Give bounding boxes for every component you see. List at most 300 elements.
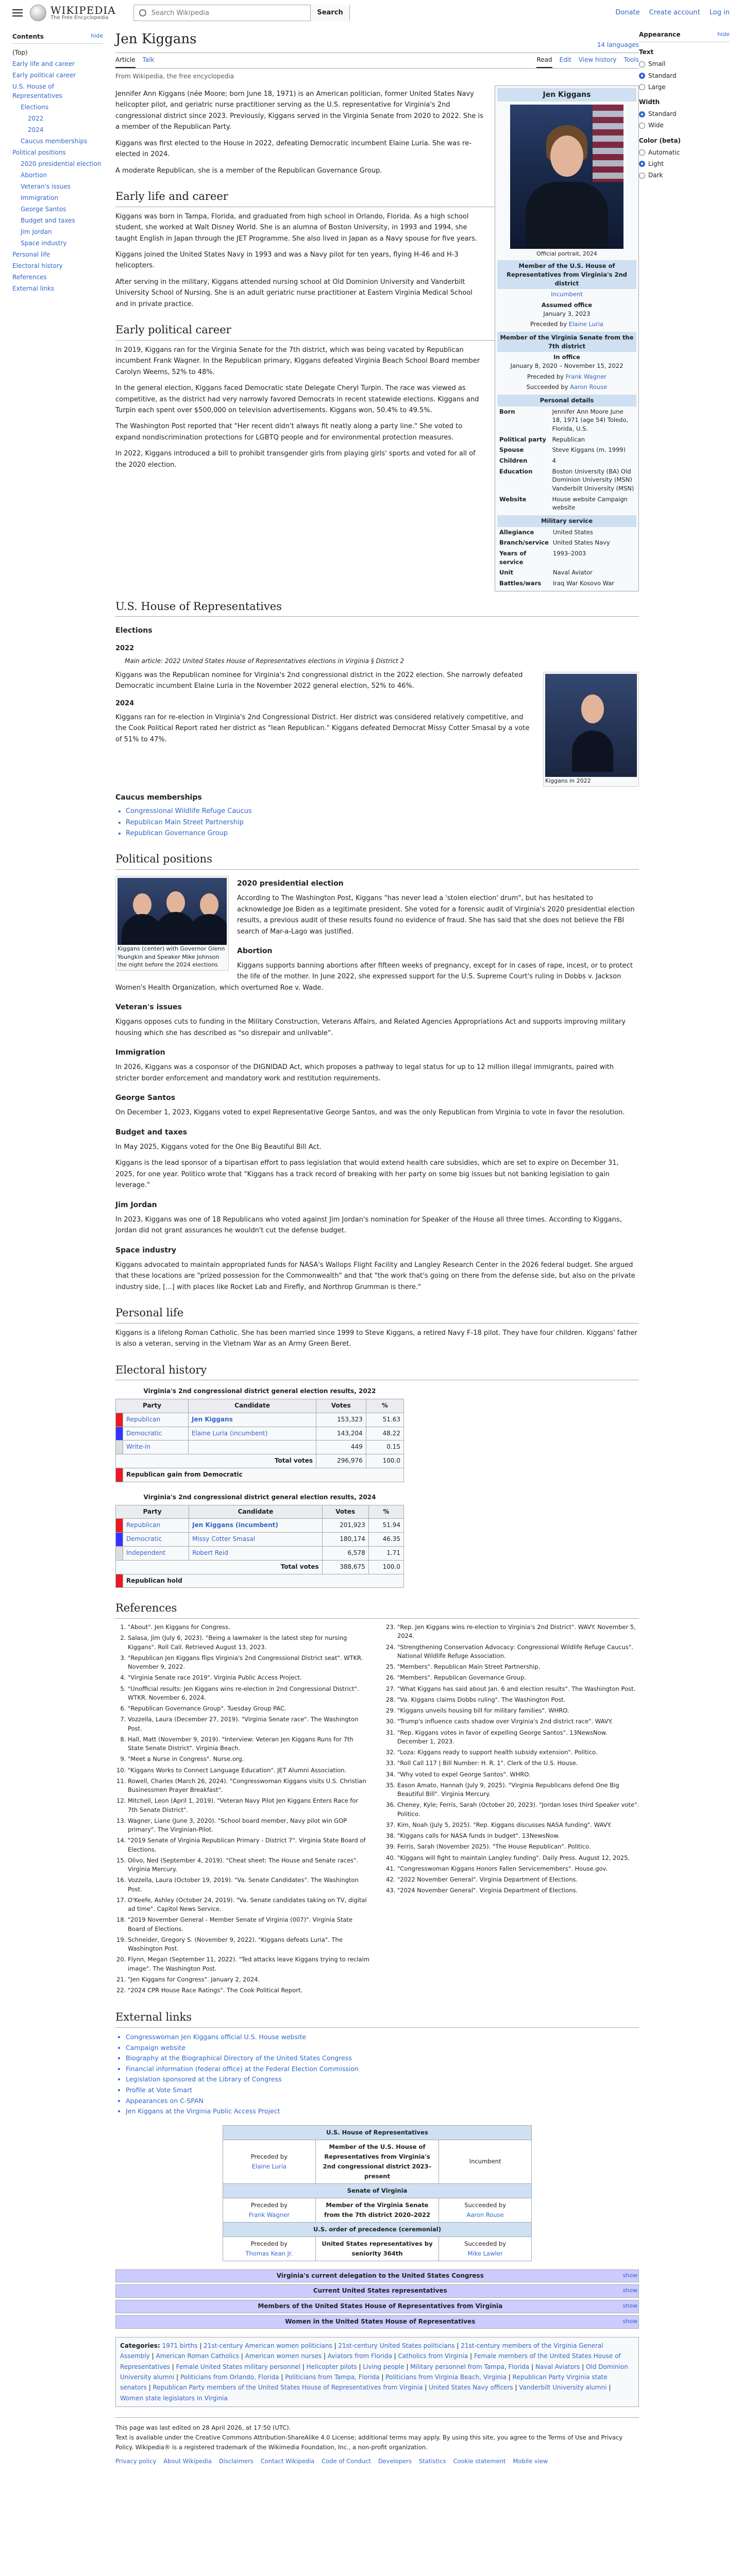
toc-item[interactable]: Caucus memberships <box>21 138 88 145</box>
radio-icon[interactable] <box>639 173 645 179</box>
category-link[interactable]: Politicians from Orlando, Florida <box>180 2373 279 2381</box>
heading-caucus: Caucus memberships <box>115 793 202 802</box>
succeeded2-label: Succeeded by <box>526 383 568 391</box>
office-band: Member of the U.S. House of Representatives from Virginia's 2nd district <box>497 260 636 289</box>
create-account-link[interactable]: Create account <box>649 8 700 16</box>
tab-article[interactable]: Article <box>115 53 136 68</box>
candidate-cell[interactable]: Missy Cotter Smasal <box>189 1533 323 1547</box>
toc-item[interactable]: External links <box>12 285 55 292</box>
footer-link[interactable]: Code of Conduct <box>322 2457 371 2465</box>
external-link[interactable]: • Legislation sponsored at the Library of Congress <box>126 2074 639 2085</box>
reference-item: 7. Vozzella, Laura (December 27, 2019). "Virginia Senate race". The Washington Post. <box>128 1715 369 1733</box>
kiggans-2022-photo[interactable] <box>545 674 637 777</box>
category-link[interactable]: 1971 births <box>162 2342 198 2349</box>
navbox-toggle[interactable]: show <box>622 2302 637 2310</box>
category-link[interactable]: Female members of the United States House of Representatives <box>120 2352 621 2370</box>
toc-item[interactable]: (Top) <box>12 49 28 56</box>
heading-early-political: Early political career <box>115 321 639 341</box>
infobox-row <box>497 466 636 494</box>
category-link[interactable]: American Roman Catholics <box>156 2352 239 2360</box>
category-link[interactable]: Politicians from Tampa, Florida <box>285 2373 380 2381</box>
category-link[interactable]: United States Navy officers <box>429 2384 513 2392</box>
votes-cell: 143,204 <box>316 1427 366 1440</box>
reference-item: 36. Cheney, Kyle; Ferris, Sarah (October 20, 2023). "Jordan loses third Speaker vote". Politico. <box>397 1801 639 1819</box>
election-night-caption: Kiggans (center) with Governor Glenn Youngkin and Speaker Mike Johnson the night before the 2024 elections <box>117 945 225 968</box>
col-votes: Votes <box>316 1399 366 1413</box>
toc-item[interactable]: Personal life <box>12 251 50 258</box>
external-link[interactable]: • Financial information (federal office) at the Federal Election Commission <box>126 2064 639 2075</box>
heading-2024: 2024 <box>115 699 134 707</box>
navbox <box>115 2269 639 2283</box>
budget-p1: In May 2025, Kiggans voted for the One Big Beautiful Bill Act. <box>115 1143 322 1151</box>
table-row <box>116 1427 404 1440</box>
reference-item: 5. "Unofficial results: Jen Kiggans wins re-election in 2nd Congressional District". WTKR. November 6, 2024. <box>128 1685 369 1703</box>
infobox-row-value: 1993–2003 <box>552 550 586 557</box>
infobox-row-label: Branch/service <box>499 539 549 547</box>
navbox <box>115 2284 639 2298</box>
toc-item[interactable]: Elections <box>21 104 49 111</box>
election-2022-table <box>115 1384 404 1482</box>
footer-link[interactable]: About Wikipedia <box>163 2457 212 2465</box>
reference-item: 26. "Members". Republican Governance Group. <box>397 1673 639 1682</box>
reference-item: 16. Vozzella, Laura (October 19, 2019). "Va. Senate Candidates". The Washington Post. <box>128 1876 369 1894</box>
infobox-row-value: Republican <box>552 435 585 443</box>
in-office-label: In office <box>553 353 580 361</box>
succ-house-head: U.S. House of Representatives <box>223 2125 532 2140</box>
last-edited: This page was last edited on 28 April 2026, at 17:50 (UTC). <box>115 2424 291 2432</box>
reference-item: 23. "Rep. Jen Kiggans wins re-election to Virginia's 2nd District". WAVY. November 5, 2024. <box>397 1623 639 1641</box>
footer-link[interactable]: Developers <box>378 2457 412 2465</box>
infobox-row <box>497 537 636 548</box>
heading-personal: Personal life <box>115 1304 639 1324</box>
category-link[interactable]: Catholics from Virginia <box>398 2352 468 2360</box>
party-cell[interactable]: Republican <box>123 1413 189 1427</box>
caucus-item[interactable]: • Republican Main Street Partnership <box>126 817 639 828</box>
category-link[interactable]: 21st-century United States politicians <box>338 2342 455 2349</box>
reference-item: 42. "2022 November General". Virginia Department of Elections. <box>397 1875 639 1884</box>
radio-icon[interactable] <box>639 73 645 79</box>
reference-item: 43. "2024 November General". Virginia Department of Elections. <box>397 1886 639 1895</box>
caucus-item[interactable]: • Congressional Wildlife Refuge Caucus <box>126 806 639 817</box>
votes-cell: 6,578 <box>322 1546 368 1560</box>
heading-external: External links <box>115 2008 639 2028</box>
assumed-label: Assumed office <box>541 301 593 309</box>
infobox-row <box>497 567 636 578</box>
col-candidate: Candidate <box>189 1399 316 1413</box>
site-header <box>0 0 742 26</box>
reference-item: 11. Rowell, Charles (March 26, 2024). "Congresswoman Kiggans visits U.S. Christian Businessmen Prayer Breakfast". <box>128 1777 369 1795</box>
preceded-link[interactable]: Elaine Luria <box>568 320 603 328</box>
result-swatch <box>116 1574 123 1588</box>
pct-cell: 48.22 <box>366 1427 403 1440</box>
infobox-row-value: United States <box>552 528 593 536</box>
wordmark: WIKIPEDIA <box>50 4 116 16</box>
appearance-option-label: Large <box>648 83 666 91</box>
reference-item: 14. "2019 Senate of Virginia Republican Primary - District 7". Virginia State Board of Elections. <box>128 1836 369 1854</box>
toc-item[interactable]: Early life and career <box>12 60 75 67</box>
category-link[interactable]: Naval Aviators <box>535 2363 580 2370</box>
external-link[interactable]: • Congresswoman Jen Kiggans official U.S. House website <box>126 2032 639 2043</box>
article-body <box>115 86 639 2466</box>
heading-jordan: Jim Jordan <box>115 1200 157 1209</box>
election-2020-p: According to The Washington Post, Kiggans "has never lead a 'stolen election' drum", but has hesitated to acknowledge Joe Biden as a legitimate president. She voted for a forensic audit of Virginia's 2020 presidential election results, a previous audit of these results found no evidence of fraud. She has said that she does not believe the FBI search of Mar-a-Lago was justified. <box>237 894 635 936</box>
succ-prec-title: United States representatives by seniority 364th <box>322 2240 433 2257</box>
result-row <box>116 1574 404 1588</box>
candidate-cell[interactable]: Elaine Luria (incumbent) <box>189 1427 316 1440</box>
heading-budget: Budget and taxes <box>115 1128 188 1137</box>
external-link[interactable]: • Biography at the Biographical Directory of the United States Congress <box>126 2053 639 2064</box>
heading-references: References <box>115 1599 639 1619</box>
candidate-cell[interactable]: Jen Kiggans <box>189 1413 316 1427</box>
search-input[interactable] <box>150 9 311 18</box>
appearance-option-label: Wide <box>648 122 664 129</box>
radio-icon[interactable] <box>639 161 645 167</box>
election-2024-table <box>115 1490 404 1588</box>
col-party-2024: Party <box>116 1505 189 1519</box>
toc-item[interactable]: 2022 <box>28 115 44 122</box>
toc-item[interactable]: References <box>12 274 47 281</box>
col-pct-2024: % <box>368 1505 403 1519</box>
reference-item: 29. "Kiggans unveils housing bill for military families". WHRO. <box>397 1706 639 1715</box>
category-link[interactable]: 21st-century American women politicians <box>204 2342 332 2349</box>
appearance-option[interactable] <box>639 171 730 180</box>
appearance-option-label: Light <box>648 160 664 167</box>
election-night-photo[interactable] <box>117 878 227 945</box>
reference-item: 24. "Strengthening Conservation Advocacy: Congressional Wildlife Refuge Caucus". National Wildlife Refuge Association. <box>397 1643 639 1661</box>
table-row <box>116 1440 404 1454</box>
reference-item: 30. "Trump's influence casts shadow over Virginia's 2nd district race". WAVY. <box>397 1717 639 1726</box>
page-footer <box>115 2417 639 2466</box>
table-row <box>116 1533 404 1547</box>
infobox-title: Jen Kiggans <box>497 88 636 101</box>
category-link[interactable]: Aviators from Florida <box>327 2352 392 2360</box>
navbox-header <box>116 2270 638 2282</box>
toc-item[interactable]: Space industry <box>21 240 67 247</box>
pct-cell: 51.63 <box>366 1413 403 1427</box>
infobox-row <box>497 445 636 455</box>
category-link[interactable]: Republican Party members of the United States House of Representatives from Virginia <box>153 2384 423 2392</box>
succ-member-title2: Member of the Virginia Senate from the 7th district 2020–2022 <box>324 2201 430 2218</box>
reference-item: 27. "What Kiggans has said about Jan. 6 and election results". The Washington Post. <box>397 1685 639 1693</box>
lead-paragraph-1: Jennifer Ann Kiggans (née Moore; born June 18, 1971) is an American politician, former United States Navy helicopter pilot, and geriatric nurse practitioner serving as the U.S. representative for Virginia's 2nd congressional district since 2023. Previously, Kiggans served in the Virginia Senate from 2020 to 2022. She is a member of the Republican Party. <box>115 90 483 131</box>
navbox <box>115 2315 639 2329</box>
total-label: Total votes <box>116 1454 316 1468</box>
toc-item[interactable]: Early political career <box>12 72 76 79</box>
tab-tools[interactable]: Tools <box>623 56 639 63</box>
appearance-option[interactable] <box>639 109 730 119</box>
category-link[interactable]: Military personnel from Tampa, Florida <box>410 2363 530 2370</box>
tagline: The Free Encyclopedia <box>50 15 109 21</box>
appearance-option[interactable] <box>639 121 730 130</box>
succ-preceded-link[interactable]: Elaine Luria <box>251 2162 286 2170</box>
reference-item: 31. "Rep. Kiggans votes in favor of expelling George Santos". 13NewsNow. December 1, 2023. <box>397 1728 639 1747</box>
radio-icon[interactable] <box>639 61 645 67</box>
external-link[interactable]: • Profile at Vote Smart <box>126 2085 639 2096</box>
reference-item: 8. Hall, Matt (November 9, 2019). "Interview: Veteran Jen Kiggans Runs for 7th State Senate District". Virginia Beach. <box>128 1735 369 1753</box>
toc-item[interactable]: 2024 <box>28 126 44 133</box>
lead-paragraph-2: Kiggans was first elected to the House in 2022, defeating Democratic incumbent Elaine Luria. She was re-elected in 2024. <box>115 139 471 159</box>
login-link[interactable]: Log in <box>709 8 730 16</box>
budget-p2: Kiggans is the lead sponsor of a bipartisan effort to pass legislation that would extend health care subsidies, which are set to expire on December 31, 2025, for one year. Politico wrote that "Kiggans has a track record of breaking with her party on some big issues but not banking legislation to gain leverage." <box>115 1159 619 1190</box>
candidate-cell[interactable]: Jen Kiggans (incumbent) <box>189 1519 323 1533</box>
reference-item: 9. "Meet a Nurse in Congress". Nurse.org. <box>128 1755 369 1764</box>
tab-edit[interactable]: Edit <box>559 56 571 63</box>
total-pct: 100.0 <box>368 1560 403 1574</box>
main-content <box>103 26 639 2466</box>
party-color-swatch <box>116 1413 123 1427</box>
appearance-title: Appearance <box>639 31 681 38</box>
infobox-row-label: Education <box>499 467 533 475</box>
search-button[interactable]: Search <box>310 5 349 21</box>
election-2022-p: Kiggans was the Republican nominee for Virginia's 2nd congressional district in the 2022 election. She narrowly defeated Democratic incumbent Elaine Luria in the November 2022 general election, 52% to 46%. <box>115 671 523 690</box>
immigration-p: In 2026, Kiggans was a cosponsor of the DIGNIDAD Act, which proposes a pathway to legal status for up to 12 million illegal immigrants, paired with stricter border enforcement and mandatory work and restitution requirements. <box>115 1063 614 1082</box>
appearance-option[interactable] <box>639 148 730 158</box>
personal-p: Kiggans is a lifelong Roman Catholic. She has been married since 1999 to Steve Kiggans, a retired Navy F-18 pilot. They have four children. Kiggans' father is also a veteran, serving in the Vietnam War as an Army Green Beret. <box>115 1329 637 1348</box>
search-icon <box>139 9 146 16</box>
succeeded2-link[interactable]: Aaron Rouse <box>570 383 608 391</box>
early-political-p4: In 2022, Kiggans introduced a bill to prohibit transgender girls from playing girls' sports and voted for all of the 2020 election. <box>115 450 476 469</box>
early-life-p1: Kiggans was born in Tampa, Florida, and graduated from high school in Orlando, Florida. As a high school student, she worked at Walt Disney World. She is an alumna of Boston University, in 1993 and 1994, she taught English in Japan through the JET Programme. She also lived in Japan as a Navy spouse for five years. <box>115 212 478 243</box>
reference-item: 41. "Congresswoman Kiggans Honors Fallen Servicemembers". House.gov. <box>397 1865 639 1873</box>
infobox-row <box>497 548 636 567</box>
total-row <box>116 1560 404 1574</box>
category-link[interactable]: Living people <box>363 2363 404 2370</box>
radio-icon[interactable] <box>639 111 645 117</box>
heading-2020-election: 2020 presidential election <box>237 879 344 888</box>
navbox <box>115 2300 639 2313</box>
appearance-hide-button[interactable]: hide <box>717 31 730 38</box>
category-link[interactable]: American women nurses <box>245 2352 322 2360</box>
navbox-title[interactable]: Virginia's current delegation to the United States Congress <box>276 2272 484 2279</box>
footer-link[interactable]: Disclaimers <box>218 2457 254 2465</box>
reference-item: 20. Flynn, Megan (September 11, 2022). "Ted attacks leave Kiggans trying to reclaim image". The Washington Post. <box>128 1955 369 1973</box>
candidate-cell[interactable]: Robert Reid <box>189 1546 323 1560</box>
navbox-header <box>116 2300 638 2313</box>
toc-item[interactable]: George Santos <box>21 206 66 213</box>
footer-link[interactable]: Contact Wikipedia <box>260 2457 315 2465</box>
reference-item: 37. Kim, Noah (July 5, 2025). "Rep. Kiggans discusses NASA funding". WAVY. <box>397 1821 639 1829</box>
succ-succ-link[interactable]: Mike Lawler <box>467 2249 503 2257</box>
succ-succeeded2-link[interactable]: Aaron Rouse <box>466 2211 504 2218</box>
infobox-row-label: Spouse <box>499 446 524 454</box>
santos-p: On December 1, 2023, Kiggans voted to expel Representative George Santos, and was the only Republican from Virginia to vote in favor the resolution. <box>115 1109 625 1117</box>
infobox-row-value: Iraq War Kosovo War <box>552 580 615 587</box>
heading-house: U.S. House of Representatives <box>115 598 639 617</box>
footer-link[interactable]: Privacy policy <box>115 2457 157 2465</box>
infobox-row-value: House website Campaign website <box>552 495 628 512</box>
reference-item: 38. "Kiggans calls for NASA funds in budget". 13NewsNow. <box>397 1832 639 1840</box>
wikipedia-logo[interactable] <box>30 5 116 21</box>
footer-link[interactable]: Mobile view <box>513 2457 548 2465</box>
party-cell[interactable]: Democratic <box>123 1427 189 1440</box>
toc-hide-button[interactable]: hide <box>91 32 103 39</box>
veterans-p: Kiggans opposes cuts to funding in the Military Construction, Veterans Affairs, and Related Agencies Appropriations Act and supports improving military housing which she has described as "so disrepair and unlivable". <box>115 1018 626 1037</box>
tab-talk[interactable]: Talk <box>142 56 155 63</box>
category-link[interactable]: Old Dominion University alumni <box>120 2363 628 2381</box>
toc-item[interactable]: Electoral history <box>12 262 63 269</box>
radio-icon[interactable] <box>639 84 645 90</box>
succ-member-title: Member of the U.S. House of Representatives from Virginia's 2nd congressional district 2023–present <box>323 2143 432 2180</box>
result-swatch <box>116 1468 123 1482</box>
succ-preceded2-link[interactable]: Frank Wagner <box>248 2211 290 2218</box>
categories-box: Categories: 1971 births | 21st-century American women politicians | 21st-century United States politicians | 21st-century members of the Virginia General Assembly | American Roman Catholics | American women nurses | Aviators from Florida | Catholics from Virginia | Female members of the United States House of Representatives | Female United States military personnel | Helicopter pilots | Living people | Military personnel from Tampa, Florida | Naval Aviators | Old Dominion University alumni | Politicians from Orlando, Florida | Politicians from Tampa, Florida | Politicians from Virginia Beach, Virginia | Republican Party Virginia state senators | Republican Party members of the United States House of Representatives from Virginia | United States Navy officers | Vanderbilt University alumni | Women state legislators in Virginia <box>115 2337 639 2407</box>
reference-item: 18. "2019 November General - Member Senate of Virginia (007)". Virginia State Board of Elections. <box>128 1916 369 1934</box>
abortion-p: Kiggans supports banning abortions after fifteen weeks of pregnancy, except for in cases of rape, incest, or to protect the life of the mother. In June 2022, she expressed support for the U.S. Supreme Court's ruling in Dobbs v. Jackson Women's Health Organization, which overturned Roe v. Wade. <box>115 962 633 992</box>
references-list <box>115 1623 639 1997</box>
election-2024-p: Kiggans ran for re-election in Virginia's 2nd Congressional District. Her district was considered relatively competitive, and the Cook Political Report rated her district as "lean Republican." Kiggans defeated Democrat Missy Cotter Smasal by a vote of 51% to 47%. <box>115 713 530 743</box>
footer-link[interactable]: Statistics <box>418 2457 446 2465</box>
infobox-row-label: Battles/wars <box>499 580 542 587</box>
table-of-contents <box>12 26 103 2466</box>
infobox-row-label: Born <box>499 408 515 415</box>
votes-cell: 180,174 <box>322 1533 368 1547</box>
heading-veterans: Veteran's issues <box>115 1003 182 1012</box>
assumed-date: January 3, 2023 <box>543 310 591 317</box>
office2-band: Member of the Virginia Senate from the 7th district <box>497 332 636 352</box>
party-cell[interactable]: Write-in <box>123 1440 189 1454</box>
in-office-dates: January 8, 2020 – November 15, 2022 <box>510 362 623 369</box>
toc-item[interactable]: 2020 presidential election <box>21 160 102 167</box>
reference-item: 1. "About". Jen Kiggans for Congress. <box>128 1623 369 1632</box>
appearance-option[interactable] <box>639 59 730 69</box>
reference-item: 39. Ferris, Sarah (November 2025). "The House Republican". Politico. <box>397 1842 639 1851</box>
infobox-row-value: Boston University (BA) Old Dominion University (MSN) Vanderbilt University (MSN) <box>552 467 634 492</box>
result-text: Republican gain from Democratic <box>123 1468 404 1482</box>
appearance-option[interactable] <box>639 159 730 169</box>
toc-item[interactable]: U.S. House of Representatives <box>12 83 62 99</box>
heading-positions: Political positions <box>115 850 639 870</box>
navbox-toggle[interactable]: show <box>622 2272 637 2279</box>
reference-item: 12. Mitchell, Leon (April 1, 2019). "Veteran Navy Pilot Jen Kiggans Enters Race for 7th Senate District". <box>128 1797 369 1815</box>
external-link[interactable]: • Campaign website <box>126 2043 639 2054</box>
category-link[interactable]: Republican Party Virginia state senators <box>120 2373 608 2392</box>
toc-item[interactable]: Jim Jordan <box>21 228 52 235</box>
tab-view-history[interactable]: View history <box>578 56 617 63</box>
candidate-cell[interactable] <box>189 1440 316 1454</box>
category-link[interactable]: Vanderbilt University alumni <box>519 2384 607 2392</box>
heading-space: Space industry <box>115 1246 177 1255</box>
category-link[interactable]: Politicians from Virginia Beach, Virginia <box>385 2373 507 2381</box>
kiggans-2022-figure <box>543 672 639 787</box>
personal-band: Personal details <box>497 395 636 406</box>
infobox-row-label: Allegiance <box>499 528 534 536</box>
heading-immigration: Immigration <box>115 1048 165 1057</box>
category-link[interactable]: Female United States military personnel <box>176 2363 300 2370</box>
early-political-p2: In the general election, Kiggans faced Democratic state Delegate Cheryl Turpin. The race was viewed as competitive, as the district had very narrowly favored Democrats in recent statewide elections. Kiggans and Turpin each spent over $500,000 on television advertisements. Kiggans won, 50.4% to 49.5%. <box>115 384 479 414</box>
toc-item[interactable]: Immigration <box>21 194 59 201</box>
navbox-title[interactable]: Members of the United States House of Representatives from Virginia <box>258 2302 503 2310</box>
infobox-row <box>497 494 636 513</box>
appearance-panel <box>639 26 730 2466</box>
toc-item[interactable]: Veteran's issues <box>21 183 71 190</box>
reference-item: 10. "Kiggans Works to Connect Language Education". JET Alumni Association. <box>128 1766 369 1775</box>
main-article-hatnote[interactable]: Main article: 2022 United States House of Representatives elections in Virginia § District 2 <box>125 657 404 665</box>
party-color-swatch <box>116 1440 123 1454</box>
radio-icon[interactable] <box>639 149 645 156</box>
toc-item[interactable]: Abortion <box>21 172 47 179</box>
party-color-swatch <box>116 1519 123 1533</box>
infobox-row-value: 4 <box>552 456 556 464</box>
party-cell[interactable]: Democratic <box>123 1533 189 1547</box>
reference-item: 6. "Republican Governance Group". Tuesday Group PAC. <box>128 1704 369 1713</box>
toc-item[interactable]: Budget and taxes <box>21 217 75 224</box>
radio-icon[interactable] <box>639 123 645 129</box>
party-color-swatch <box>116 1427 123 1440</box>
col-pct: % <box>366 1399 403 1413</box>
infobox-row <box>497 455 636 466</box>
caucus-item[interactable]: • Republican Governance Group <box>126 828 639 839</box>
reference-item: 17. O'Keefe, Ashley (October 24, 2019). "Va. Senate candidates taking on TV, digital ad time". Capitol News Service. <box>128 1896 369 1914</box>
infobox <box>495 86 639 591</box>
result-text: Republican hold <box>123 1574 404 1588</box>
category-link[interactable]: Women state legislators in Virginia <box>120 2394 228 2402</box>
language-selector[interactable]: 14 languages <box>597 41 639 49</box>
heading-elections: Elections <box>115 626 153 635</box>
navbox-toggle[interactable]: show <box>622 2287 637 2294</box>
party-cell[interactable]: Republican <box>123 1519 189 1533</box>
search-box <box>133 5 350 21</box>
reference-item: 13. Wagner, Liane (June 3, 2020). "School board member, Navy pilot win GOP primary". The Virginian-Pilot. <box>128 1817 369 1835</box>
heading-abortion: Abortion <box>237 946 273 955</box>
party-color-swatch <box>116 1546 123 1560</box>
category-link[interactable]: Helicopter pilots <box>306 2363 357 2370</box>
navbox-title[interactable]: Current United States representatives <box>313 2287 447 2295</box>
succ-succeeded2-label: Succeeded by <box>464 2201 507 2209</box>
election-2024-caption: Virginia's 2nd congressional district general election results, 2024 <box>143 1493 376 1501</box>
total-pct: 100.0 <box>366 1454 403 1468</box>
categories-label: Categories: <box>120 2342 160 2349</box>
infobox-row <box>497 406 636 434</box>
preceded2-link[interactable]: Frank Wagner <box>565 372 606 380</box>
navbox-toggle[interactable]: show <box>622 2317 637 2325</box>
personal-details-table <box>497 406 636 513</box>
main-menu-icon[interactable] <box>12 9 23 16</box>
category-link[interactable]: 21st-century members of the Virginia General Assembly <box>120 2342 603 2360</box>
infobox-row <box>497 578 636 589</box>
external-link[interactable]: • Jen Kiggans at the Virginia Public Access Project <box>126 2106 639 2117</box>
license-text: Text is available under the Creative Commons Attribution-ShareAlike 4.0 License; additional terms may apply. By using this site, you agree to the Terms of Use and Privacy Policy. Wikipedia® is a registered trademark of the Wikimedia Foundation, Inc., a non-profit organization. <box>115 2434 623 2451</box>
width-label: Width <box>639 98 660 106</box>
succ-prec-link[interactable]: Thomas Kean Jr. <box>245 2249 293 2257</box>
appearance-option-label: Automatic <box>648 148 680 156</box>
toc-item[interactable]: Political positions <box>12 149 66 156</box>
total-votes: 388,675 <box>322 1560 368 1574</box>
appearance-option-label: Standard <box>648 72 677 79</box>
reference-item: 21. "Jen Kiggans for Congress". January 2, 2024. <box>128 1975 369 1984</box>
appearance-option[interactable] <box>639 71 730 81</box>
portrait-image[interactable] <box>510 105 623 249</box>
appearance-option-label: Small <box>648 60 666 68</box>
table-row <box>116 1413 404 1427</box>
appearance-option[interactable] <box>639 82 730 92</box>
party-cell[interactable]: Independent <box>123 1546 189 1560</box>
incumbent-link[interactable]: Incumbent <box>551 291 583 298</box>
donate-link[interactable]: Donate <box>615 8 640 16</box>
reference-item: 33. "Roll Call 117 | Bill Number: H. R. 1". Clerk of the U.S. House. <box>397 1759 639 1768</box>
navbox-title[interactable]: Women in the United States House of Representatives <box>285 2317 476 2325</box>
tab-read[interactable]: Read <box>536 53 552 68</box>
reference-item: 3. "Republican Jen Kiggans flips Virginia's 2nd Congressional District seat". WTKR. November 9, 2022. <box>128 1654 369 1672</box>
external-link[interactable]: • Appearances on C-SPAN <box>126 2096 639 2107</box>
appearance-option-label: Dark <box>648 172 663 179</box>
heading-santos: George Santos <box>115 1094 176 1103</box>
infobox-row-label: Years of service <box>499 550 527 566</box>
user-links <box>615 8 730 19</box>
lead-paragraph-3: A moderate Republican, she is a member of the Republican Governance Group. <box>115 166 382 175</box>
footer-link[interactable]: Cookie statement <box>453 2457 506 2465</box>
jordan-p: In 2023, Kiggans was one of 18 Republicans who voted against Jim Jordan's nomination for Speaker of the House all three times. According to Kiggans, Jordan did not grant assurances he wouldn't cut the defense budget. <box>115 1215 622 1235</box>
page-tabs <box>115 53 639 69</box>
